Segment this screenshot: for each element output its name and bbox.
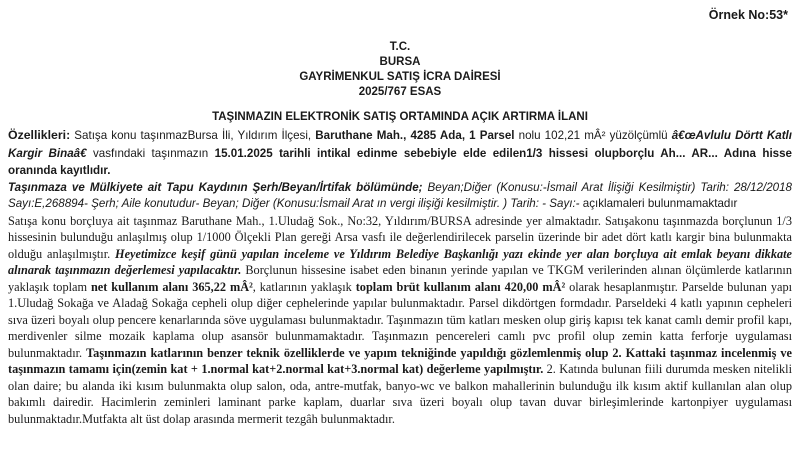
gross-area: toplam brüt kullanım alanı 420,00 mÂ² bbox=[355, 279, 566, 294]
title-deed-label: Taşınmaza ve Mülkiyete ait Tapu Kaydının Şerh/Beyan/İrtifak bölümünde; bbox=[8, 180, 423, 194]
document-body bbox=[8, 127, 792, 427]
description-paragraph: Satışa konu borçluya ait taşınmaz Baruthane Mah., 1.Uludağ Sok., No:32, Yıldırım/BURSA adresinde yer almaktadır. Satışakonu taşınmazda borçlunun 1/3 hissesinin bulunduğu anlaşılmış olup 1/1000 Ölçekli Plan gereği Arsa vasfı ile değerlendirilecek parselin üzerinde bir adet dört katlı kargir bina bulunmakta olduğu anlaşılmıştır. Heyetimizce keşif günü yapılan inceleme ve Yıldırım Belediye Başkanlığı yazı ekinde yer alan borçluya ait emlak beyanı dikkate alınarak taşınmazın değerlemesi yapılacaktır. Borçlunun hissesine isabet eden binanın yerinde yapılan ve TKGM verilerinden alınan ölçümlerde katlarının yaklaşık toplam net kullanım alanı 365,22 mÂ², katlarının yaklaşık toplam brüt kullanım alanı 420,00 mÂ² olarak hesaplanmıştır. Parselde bulunan yapı 1.Uludağ Sokağa ve Aladağ Sokağa cepheli olup diğer cephelerinde yapılar bulunmaktadır. Parsel dikdörtgen formdadır. Parseldeki 4 katlı yapının cepheleri sıva üzeri boyalı olup pencere kenarlarında söve uygulaması bulunmaktadır. Taşınmazın tüm katları mesken olup giriş kapısı tek kanat camlı demir profil kapı, merdivenler silme mozaik kaplama olup asansör bulunmamaktadır. Taşınmazın pencereleri camlı pvc profil olup zemin katta ferforje uygulaması bulunmaktadır. Taşınmazın katlarının benzer teknik özelliklerde ve yapım tekniğinde yapıldığı gözlemlenmiş olup 2. Kattaki taşınmaz incelenmiş ve taşınmazın tamamı için(zemin kat + 1.normal kat+2.normal kat+3.normal kat) değerleme yapılmıştır. 2. Katında bulunan fiili durumda mesken nitelikli olan daire; bu alanda iki kısım bulunmakta olup salon, oda, antre-mutfak, banyo-wc ve balkon mahallerinin bulunduğu ilk kısım aktif kullanılan alan olup bakımlı dairedir. Hacimlerin zeminleri laminant parke kaplam, duarlar sıva üzeri boyalı olup tavan duvar birleşimlerinde kartonpiyer uygulaması bulunmaktadır.Mutfakta alt üst dolap arasında mermerit tezgâh bulunmaktadır. bbox=[8, 213, 793, 426]
header-tc: T.C. bbox=[389, 41, 411, 53]
notice-title: TAŞINMAZIN ELEKTRONİK SATIŞ ORTAMINDA AÇIK ARTIRMA İLANI bbox=[212, 111, 588, 123]
header-office: GAYRİMENKUL SATIŞ İCRA DAİRESİ bbox=[299, 71, 501, 83]
header-case-number: 2025/767 ESAS bbox=[358, 86, 442, 98]
net-area: net kullanım alanı 365,22 mÂ² bbox=[90, 279, 253, 294]
sample-number-label: Örnek No:53* bbox=[708, 8, 788, 22]
properties-paragraph: Özellikleri: Satışa konu taşınmazBursa İli, Yıldırım İlçesi, Baruthane Mah., 4285 Ada, 1 Parsel nolu 102,21 mÂ² yüzölçümlü â€œAvlulu Dörtt Katlı Kargir Binaâ€ vasfındaki taşınmazın 15.01.2025 tarihli intikal edinme sebebiyle elde edilen1/3 hissesi olupborçlu Ah... AR... Adına hisse oranında kayıtlıdır. bbox=[8, 128, 793, 177]
title-deed-paragraph: Taşınmaza ve Mülkiyete ait Tapu Kaydının Şerh/Beyan/İrtifak bölümünde; Beyan;Diğer (Konusu:-İsmail Arat İlişiği Kesilmiştir) Tarih: 28/12/2018 Sayı:E,268894- Şerh; Aile konutudur- Beyan; Diğer (Konusu:İsmail Arat ın vergi ilişiği kesilmiştir. ) Tarih: - Sayı:- açıklamaleri bulunmamaktadır bbox=[8, 180, 792, 210]
header-city: BURSA bbox=[379, 56, 421, 68]
document-header bbox=[0, 40, 800, 100]
properties-label: Özellikleri: bbox=[8, 128, 71, 142]
